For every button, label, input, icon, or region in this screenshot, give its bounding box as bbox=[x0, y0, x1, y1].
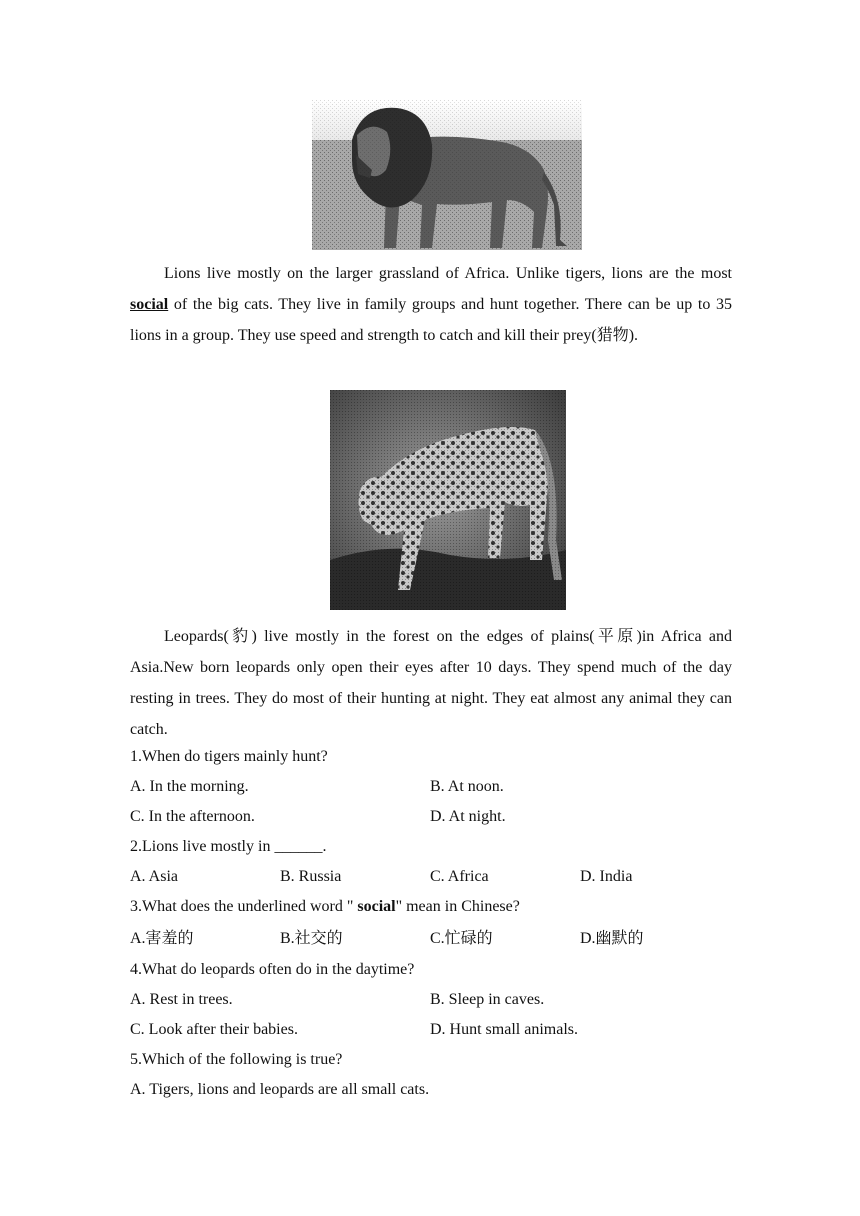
question-3-stem-text-2: " mean in Chinese? bbox=[395, 898, 520, 915]
question-1-stem: 1.When do tigers mainly hunt? bbox=[130, 748, 328, 765]
question-2-option-a[interactable]: A. Asia bbox=[130, 868, 178, 885]
question-4-option-d[interactable]: D. Hunt small animals. bbox=[430, 1021, 578, 1038]
question-2-options-row bbox=[130, 862, 732, 892]
lion-illustration bbox=[312, 100, 582, 250]
question-4-option-c[interactable]: C. Look after their babies. bbox=[130, 1021, 298, 1038]
lion-photo bbox=[312, 100, 582, 250]
question-1-options-row-1 bbox=[130, 772, 732, 802]
question-4-options-row-1 bbox=[130, 985, 732, 1015]
question-3-option-c[interactable]: C.忙碌的 bbox=[430, 930, 493, 947]
question-3-option-d[interactable]: D.幽默的 bbox=[580, 930, 644, 947]
question-5-option-a[interactable]: A. Tigers, lions and leopards are all small cats. bbox=[130, 1081, 430, 1098]
question-4-stem: 4.What do leopards often do in the daytime? bbox=[130, 961, 415, 978]
question-5-stem: 5.Which of the following is true? bbox=[130, 1051, 343, 1068]
question-5-options-row-1 bbox=[130, 1075, 732, 1105]
question-3-option-a[interactable]: A.害羞的 bbox=[130, 930, 194, 947]
question-1-option-b[interactable]: B. At noon. bbox=[430, 778, 504, 795]
lion-paragraph-text-2: of the big cats. They live in family groups and hunt together. There can be up to 35 lions in a group. They use speed and strength to catch and kill their prey(猎物). bbox=[130, 296, 732, 344]
lion-paragraph bbox=[130, 258, 732, 351]
question-2-option-c[interactable]: C. Africa bbox=[430, 868, 489, 885]
question-3-stem-text-1: 3.What does the underlined word " bbox=[130, 898, 358, 915]
question-4-option-b[interactable]: B. Sleep in caves. bbox=[430, 991, 545, 1008]
question-2-stem: 2.Lions live mostly in ______. bbox=[130, 838, 327, 855]
question-2-option-b[interactable]: B. Russia bbox=[280, 868, 342, 885]
question-4-option-a[interactable]: A. Rest in trees. bbox=[130, 991, 233, 1008]
question-1-option-d[interactable]: D. At night. bbox=[430, 808, 506, 825]
leopard-photo bbox=[330, 390, 566, 610]
question-3-stem bbox=[130, 892, 732, 922]
question-4-options-row-2 bbox=[130, 1015, 732, 1045]
leopard-illustration bbox=[330, 390, 566, 610]
question-1-options-row-2 bbox=[130, 802, 732, 832]
leopard-paragraph-block bbox=[130, 621, 732, 745]
question-3-stem-keyword: social bbox=[357, 898, 396, 915]
underlined-word-social: social bbox=[130, 296, 169, 313]
questions-block bbox=[130, 742, 732, 1105]
question-3-options-row bbox=[130, 922, 732, 955]
lion-paragraph-block bbox=[130, 258, 732, 351]
lion-paragraph-text-1: Lions live mostly on the larger grassland of Africa. Unlike tigers, lions are the most bbox=[164, 265, 732, 282]
question-2-option-d[interactable]: D. India bbox=[580, 868, 633, 885]
leopard-paragraph: Leopards(豹) live mostly in the forest on the edges of plains(平原)in Africa and Asia.New born leopards only open their eyes after 10 days. They spend much of the day resting in trees. They do most of their hunting at night. They eat almost any animal they can catch. bbox=[130, 628, 732, 738]
question-1-option-c[interactable]: C. In the afternoon. bbox=[130, 808, 255, 825]
question-1-option-a[interactable]: A. In the morning. bbox=[130, 778, 249, 795]
question-3-option-b[interactable]: B.社交的 bbox=[280, 930, 343, 947]
